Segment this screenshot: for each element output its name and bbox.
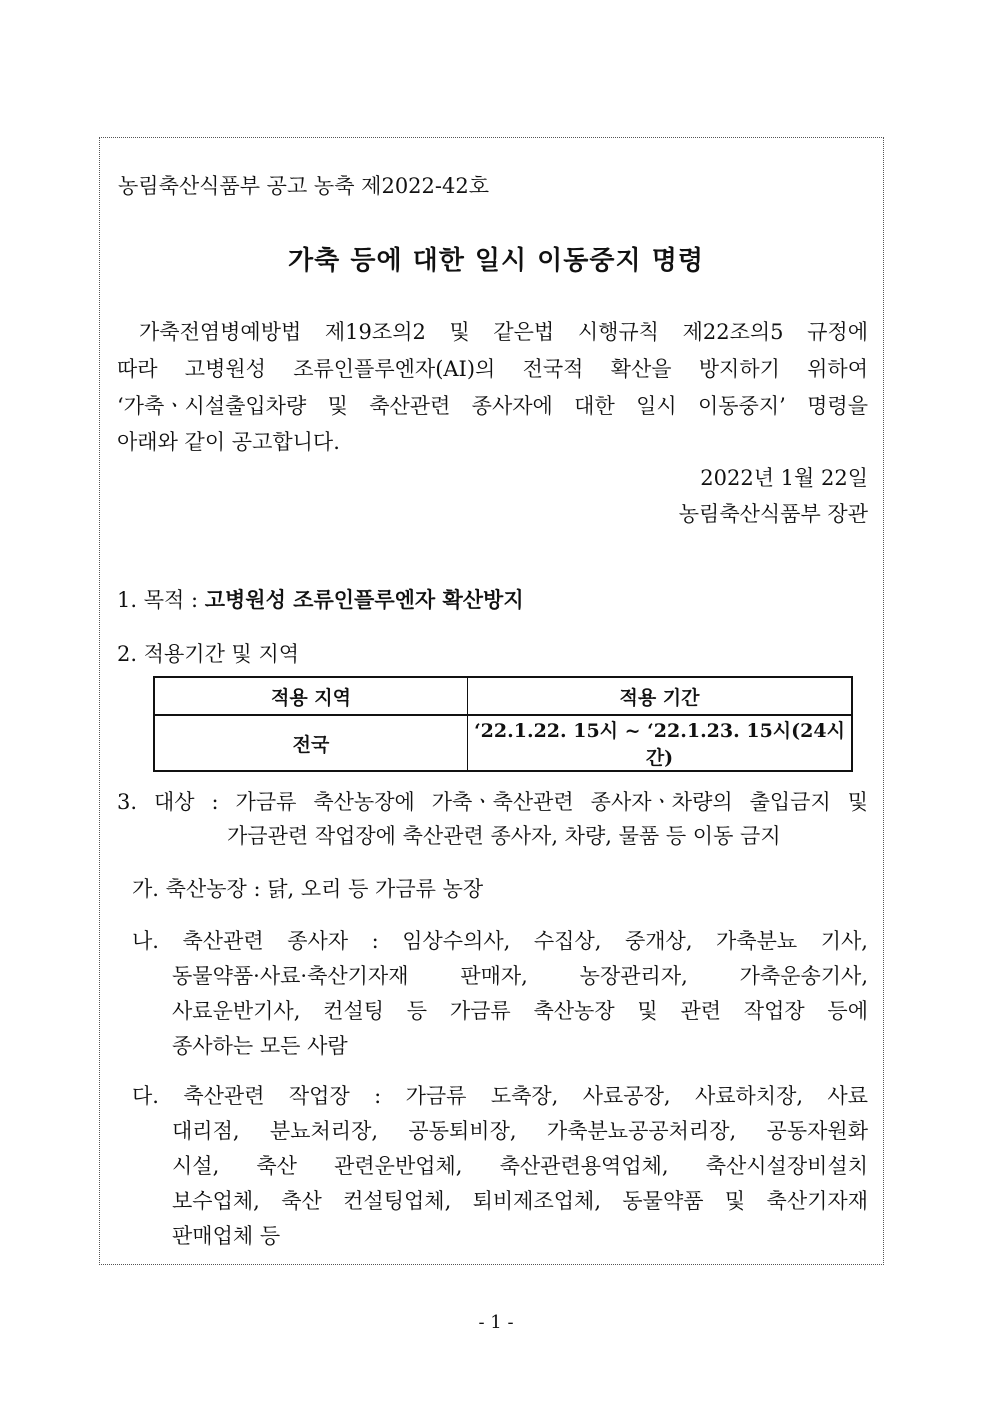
table-header-row [154,677,852,715]
item-da-line-1: 다. 축산관련 작업장 : 가금류 도축장, 사료공장, 사료하치장, 사료 [132,1084,868,1108]
table-header-cell: 적용 지역 [154,677,468,715]
item-ga: 가. 축산농장 : 닭, 오리 등 가금류 농장 [132,877,484,901]
notice-number: 농림축산식품부 공고 농축 제2022-42호 [118,174,490,198]
section-period-heading: 2. 적용기간 및 지역 [117,642,300,666]
intro-line-2: 따라 고병원성 조류인플루엔자(AI)의 전국적 확산을 방지하기 위하여 [117,357,868,381]
table-row [154,715,852,771]
table-cell: ‘22.1.22. 15시 ~ ‘22.1.23. 15시(24시간) [468,715,853,771]
item-na-line-4: 종사하는 모든 사람 [172,1034,348,1058]
item-da-line-4: 보수업체, 축산 컨설팅업체, 퇴비제조업체, 동물약품 및 축산기자재 [172,1189,868,1213]
item-da-line-2: 대리점, 분뇨처리장, 공동퇴비장, 가축분뇨공공처리장, 공동자원화 [172,1119,868,1143]
section-target-line-1: 3. 대상 : 가금류 축산농장에 가축ㆍ축산관련 종사자ㆍ차량의 출입금지 및 [117,790,868,814]
intro-line-4: 아래와 같이 공고합니다. [117,430,340,454]
section-target-line-2: 가금관련 작업장에 축산관련 종사자, 차량, 물품 등 이동 금지 [227,824,781,848]
page-title: 가축 등에 대한 일시 이동중지 명령 [288,246,704,276]
section-purpose-value: 고병원성 조류인플루엔자 확산방지 [204,587,524,612]
notice-date: 2022년 1월 22일 [700,466,868,490]
item-na-line-2: 동물약품·사료·축산기자재 판매자, 농장관리자, 가축운송기사, [172,964,868,988]
item-da-line-5: 판매업체 등 [172,1224,281,1248]
section-purpose [117,584,524,614]
intro-line-3: ‘가축ㆍ시설출입차량 및 축산관련 종사자에 대한 일시 이동중지’ 명령을 [117,394,868,418]
section-purpose-label: 1. 목적 : [117,588,205,612]
table-header-cell: 적용 기간 [468,677,853,715]
item-na-line-1: 나. 축산관련 종사자 : 임상수의사, 수집상, 중개상, 가축분뇨 기사, [132,929,868,953]
issuer: 농림축산식품부 장관 [678,502,868,526]
item-da-line-3: 시설, 축산 관련운반업체, 축산관련용역업체, 축산시설장비설치 [172,1154,868,1178]
intro-line-1: 가축전염병예방법 제19조의2 및 같은법 시행규칙 제22조의5 규정에 [139,320,868,344]
period-table [153,676,853,772]
item-na-line-3: 사료운반기사, 컨설팅 등 가금류 축산농장 및 관련 작업장 등에 [172,999,868,1023]
page-number: - 1 - [478,1312,514,1333]
table-cell: 전국 [154,715,468,771]
